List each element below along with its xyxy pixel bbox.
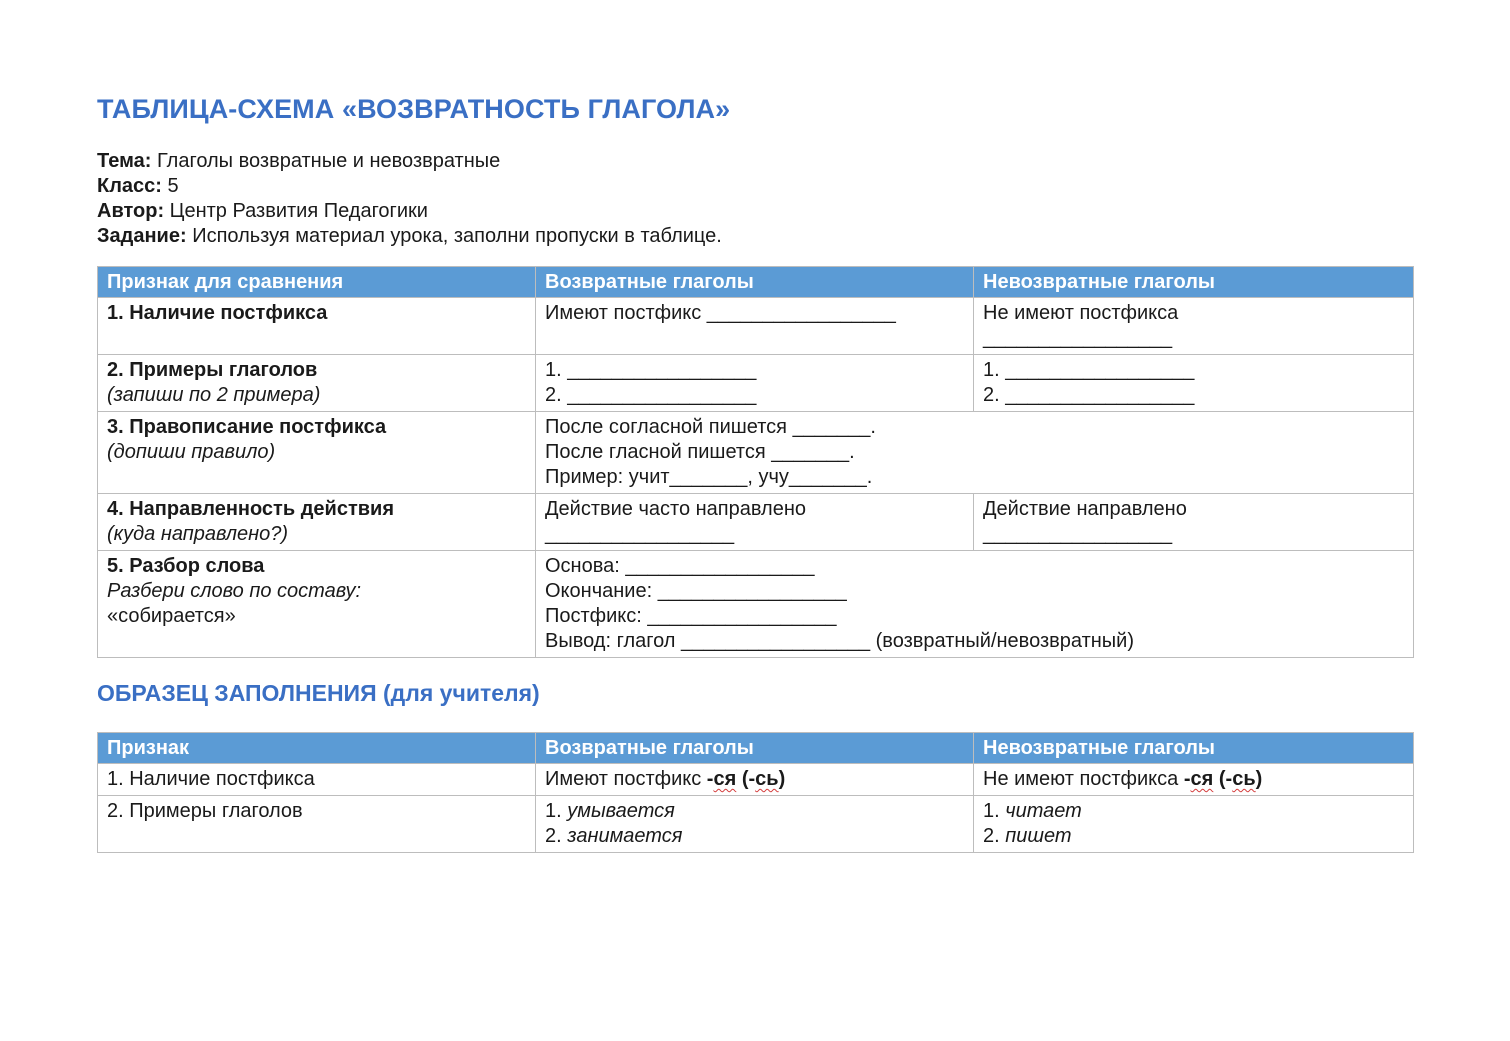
table-row [98,796,1414,853]
cell-nonreflexive: Не имеют постфикса -ся (-сь) [974,764,1414,796]
comparison-table [97,266,1414,658]
sample-title: ОБРАЗЕЦ ЗАПОЛНЕНИЯ (для учителя) [97,680,540,706]
cell-reflexive: Имеют постфикс -ся (-сь) [536,764,974,796]
header-nonreflexive: Невозвратные глаголы [974,267,1414,298]
table-row [98,412,1414,494]
table-row [98,494,1414,551]
cell-nonreflexive[interactable]: 1. _________________ 2. _________________ [974,355,1414,412]
cell-rule[interactable]: После согласной пишется _______. После гласной пишется _______. Пример: учит_______, учу_______. [536,412,1414,494]
cell-nonreflexive[interactable]: Действие направлено _________________ [974,494,1414,551]
table-row [98,764,1414,796]
cell-reflexive[interactable]: 1. _________________ 2. _________________ [536,355,974,412]
meta-author: Автор: Центр Развития Педагогики [97,200,428,222]
header-reflexive: Возвратные глаголы [536,267,974,298]
row-label: 3. Правописание постфикса (допиши правило) [98,412,536,494]
table-row [98,355,1414,412]
header-feature: Признак для сравнения [98,267,536,298]
lesson-meta [97,149,722,249]
cell-nonreflexive[interactable]: Не имеют постфикса _________________ [974,298,1414,355]
cell-reflexive[interactable]: Действие часто направлено _________________ [536,494,974,551]
cell-word-analysis[interactable]: Основа: _________________ Окончание: _________________ Постфикс: _________________ Вывод: глагол _________________ (возвратный/невозвратный) [536,551,1414,658]
sample-table [97,732,1414,853]
row-label: 1. Наличие постфикса [98,764,536,796]
table-row [98,551,1414,658]
table-header-row [98,267,1414,298]
header-nonreflexive: Невозвратные глаголы [974,733,1414,764]
row-label: 5. Разбор слова Разбери слово по составу: «собирается» [98,551,536,658]
cell-reflexive: 1. умывается 2. занимается [536,796,974,853]
header-feature: Признак [98,733,536,764]
row-label: 4. Направленность действия (куда направлено?) [98,494,536,551]
row-label: 1. Наличие постфикса [98,298,536,355]
cell-nonreflexive: 1. читает 2. пишет [974,796,1414,853]
row-label: 2. Примеры глаголов [98,796,536,853]
table-row [98,298,1414,355]
cell-reflexive[interactable]: Имеют постфикс _________________ [536,298,974,355]
row-label: 2. Примеры глаголов (запиши по 2 примера) [98,355,536,412]
meta-topic: Тема: Глаголы возвратные и невозвратные [97,150,501,172]
meta-task: Задание: Используя материал урока, заполни пропуски в таблице. [97,225,722,247]
document-title: ТАБЛИЦА-СХЕМА «ВОЗВРАТНОСТЬ ГЛАГОЛА» [97,94,731,124]
table-header-row [98,733,1414,764]
header-reflexive: Возвратные глаголы [536,733,974,764]
meta-grade: Класс: 5 [97,175,179,197]
